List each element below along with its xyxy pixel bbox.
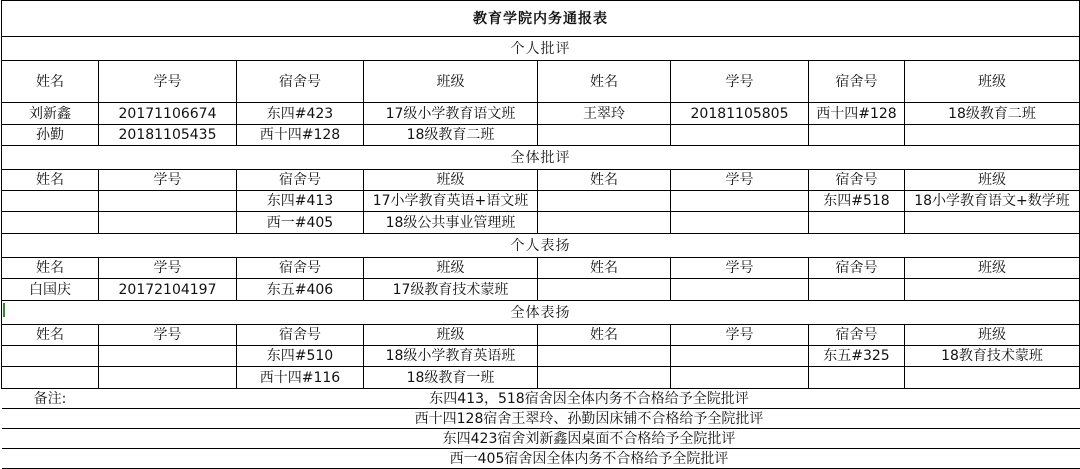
table-cell[interactable] [99,346,237,367]
notes-row [2,429,1080,449]
column-header[interactable]: 姓名 [538,61,671,103]
column-header[interactable]: 学号 [99,325,237,346]
section-heading[interactable]: 个人批评 [2,37,1080,61]
table-cell[interactable] [809,212,905,234]
column-header[interactable]: 班级 [364,258,538,279]
table-cell[interactable] [905,212,1080,234]
column-header[interactable]: 姓名 [2,325,99,346]
table-cell[interactable] [671,212,809,234]
column-header[interactable]: 班级 [364,325,538,346]
column-header-row [2,170,1080,191]
cell-cursor-marker [3,303,5,317]
section-heading-row [2,37,1080,61]
column-header-row [2,61,1080,103]
report-table [1,0,1080,469]
column-header[interactable]: 宿舍号 [809,325,905,346]
table-row [2,103,1080,125]
column-header[interactable]: 学号 [99,258,237,279]
column-header-row [2,258,1080,279]
table-cell[interactable] [538,212,671,234]
table-cell[interactable]: 20172104197 [99,279,237,301]
table-cell[interactable] [671,191,809,212]
table-cell[interactable]: 18级公共事业管理班 [364,212,538,234]
note-line[interactable]: 东四423宿舍刘新鑫因桌面不合格给予全院批评 [99,429,1080,449]
notes-row [2,389,1080,409]
column-header[interactable]: 姓名 [538,325,671,346]
column-header[interactable]: 宿舍号 [237,170,364,191]
notes-label[interactable] [2,429,99,449]
table-cell[interactable]: 刘新鑫 [2,103,99,125]
note-line[interactable]: 西十四128宿舍王翠玲、孙勤因床铺不合格给予全院批评 [99,409,1080,429]
section-heading[interactable]: 全体表扬 [2,301,1080,325]
table-cell[interactable] [671,125,809,146]
table-cell[interactable] [905,125,1080,146]
table-cell[interactable] [905,367,1080,389]
table-cell[interactable]: 18级小学教育英语班 [364,346,538,367]
table-cell[interactable] [2,367,99,389]
column-header[interactable]: 班级 [905,61,1080,103]
table-row [2,191,1080,212]
table-cell[interactable] [809,125,905,146]
table-row [2,279,1080,301]
column-header[interactable]: 班级 [905,325,1080,346]
table-cell[interactable] [538,346,671,367]
table-cell[interactable]: 17级教育技术蒙班 [364,279,538,301]
table-cell[interactable] [99,212,237,234]
table-cell[interactable] [99,367,237,389]
column-header[interactable]: 宿舍号 [809,170,905,191]
table-cell[interactable]: 17级小学教育语文班 [364,103,538,125]
column-header[interactable]: 班级 [905,170,1080,191]
table-cell[interactable]: 17小学教育英语+语文班 [364,191,538,212]
column-header[interactable]: 学号 [99,61,237,103]
column-header[interactable]: 学号 [671,170,809,191]
table-row [2,125,1080,146]
table-cell[interactable]: 王翠玲 [538,103,671,125]
column-header[interactable]: 班级 [364,61,538,103]
table-cell[interactable]: 18小学教育语文+数学班 [905,191,1080,212]
table-cell[interactable]: 西十四#128 [809,103,905,125]
table-cell[interactable] [99,191,237,212]
table-cell[interactable]: 18级教育二班 [905,103,1080,125]
column-header[interactable]: 姓名 [538,258,671,279]
column-header[interactable]: 学号 [671,258,809,279]
table-cell[interactable]: 东四#518 [809,191,905,212]
table-cell[interactable]: 东四#413 [237,191,364,212]
section-heading-row [2,146,1080,170]
report-body [2,1,1080,469]
column-header[interactable]: 宿舍号 [809,61,905,103]
column-header[interactable]: 学号 [671,325,809,346]
notes-label[interactable] [2,449,99,469]
table-cell[interactable]: 20181105805 [671,103,809,125]
table-cell[interactable]: 18级教育二班 [364,125,538,146]
note-line[interactable]: 东四413，518宿舍因全体内务不合格给予全院批评 [99,389,1080,409]
section-heading[interactable]: 全体批评 [2,146,1080,170]
table-cell[interactable] [2,346,99,367]
table-cell[interactable]: 20171106674 [99,103,237,125]
notes-row [2,409,1080,429]
table-cell[interactable]: 东四#423 [237,103,364,125]
column-header[interactable]: 班级 [905,258,1080,279]
table-cell[interactable] [538,191,671,212]
section-heading[interactable]: 个人表扬 [2,234,1080,258]
table-cell[interactable]: 白国庆 [2,279,99,301]
table-row [2,212,1080,234]
table-cell[interactable] [809,367,905,389]
column-header[interactable]: 姓名 [538,170,671,191]
column-header[interactable]: 宿舍号 [237,61,364,103]
table-cell[interactable]: 20181105435 [99,125,237,146]
table-cell[interactable] [2,191,99,212]
section-heading-row [2,301,1080,325]
column-header[interactable]: 姓名 [2,170,99,191]
table-row [2,346,1080,367]
table-cell[interactable]: 孙勤 [2,125,99,146]
column-header[interactable]: 班级 [364,170,538,191]
table-cell[interactable] [905,279,1080,301]
note-line[interactable]: 西一405宿舍因全体内务不合格给予全院批评 [99,449,1080,469]
column-header[interactable]: 学号 [671,61,809,103]
column-header[interactable]: 姓名 [2,61,99,103]
table-cell[interactable]: 东五#406 [237,279,364,301]
table-cell[interactable] [2,212,99,234]
table-cell[interactable]: 18级教育一班 [364,367,538,389]
title-row [2,1,1080,37]
table-cell[interactable] [671,279,809,301]
column-header[interactable]: 宿舍号 [809,258,905,279]
report-title[interactable]: 教育学院内务通报表 [2,1,1080,37]
table-row [2,367,1080,389]
table-cell[interactable] [538,279,671,301]
notes-label[interactable]: 备注: [2,389,99,409]
table-cell[interactable] [538,125,671,146]
column-header[interactable]: 学号 [99,170,237,191]
column-header-row [2,325,1080,346]
table-cell[interactable] [671,346,809,367]
table-cell[interactable] [809,279,905,301]
column-header[interactable]: 姓名 [2,258,99,279]
table-cell[interactable]: 东四#510 [237,346,364,367]
table-cell[interactable] [538,367,671,389]
column-header[interactable]: 宿舍号 [237,325,364,346]
notes-label[interactable] [2,409,99,429]
notes-row [2,449,1080,469]
table-cell[interactable]: 东五#325 [809,346,905,367]
table-cell[interactable] [671,367,809,389]
table-cell[interactable]: 西一#405 [237,212,364,234]
table-cell[interactable]: 18教育技术蒙班 [905,346,1080,367]
table-cell[interactable]: 西十四#116 [237,367,364,389]
column-header[interactable]: 宿舍号 [237,258,364,279]
table-cell[interactable]: 西十四#128 [237,125,364,146]
section-heading-row [2,234,1080,258]
